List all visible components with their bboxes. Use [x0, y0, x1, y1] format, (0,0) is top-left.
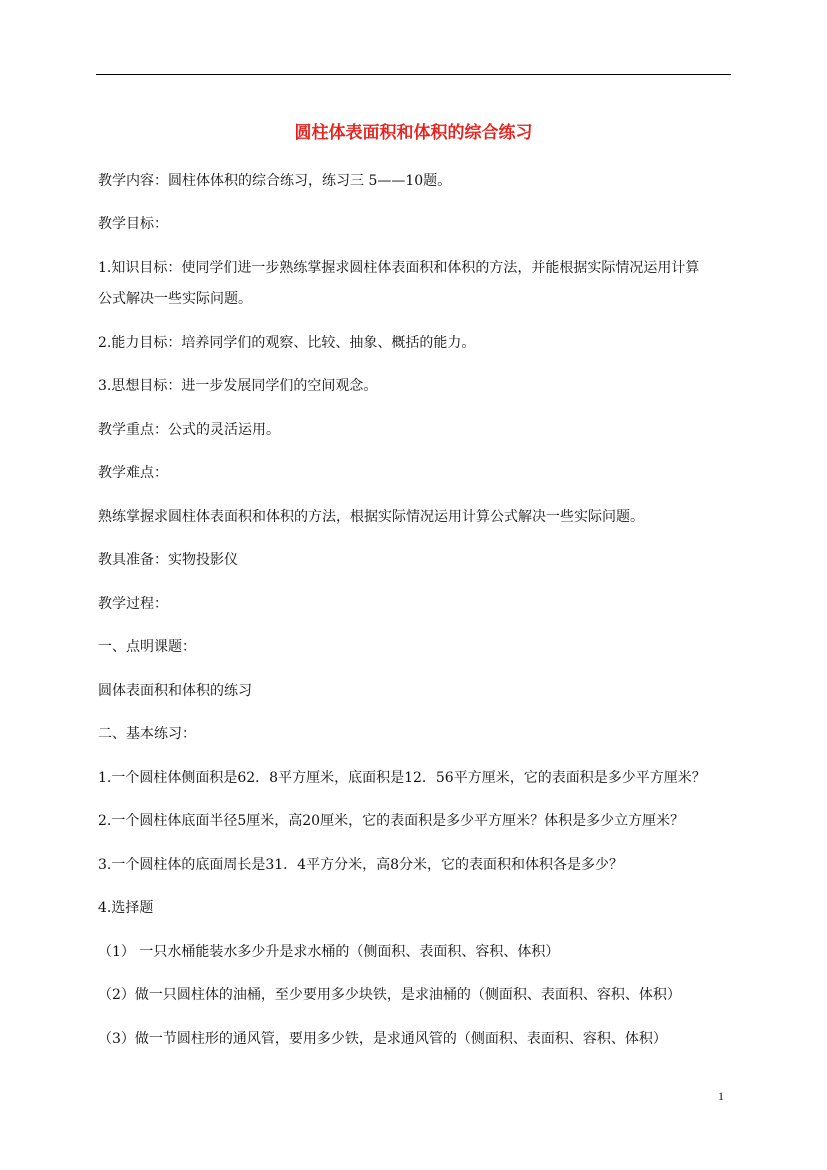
- page-number: 1: [718, 1089, 724, 1103]
- exercise-1: 1.一个圆柱体侧面积是62．8平方厘米，底面积是12．56平方厘米，它的表面积是多少平方厘米？: [98, 770, 706, 786]
- knowledge-goal-line-2: 公式解决一些实际问题。: [98, 291, 252, 307]
- section-one-topic: 圆体表面积和体积的练习: [98, 683, 252, 699]
- teaching-focus: 教学重点：公式的灵活运用。: [98, 422, 280, 438]
- teaching-content: 教学内容：圆柱体体积的综合练习，练习三 5——10题。: [98, 173, 452, 189]
- teaching-difficulty-heading: 教学难点：: [98, 465, 168, 481]
- section-two-heading: 二、基本练习：: [98, 726, 196, 742]
- exercise-3: 3.一个圆柱体的底面周长是31．4平方分米，高8分米，它的表面积和体积各是多少？: [98, 857, 623, 873]
- exercise-2: 2.一个圆柱体底面半径5厘米，高20厘米，它的表面积是多少平方厘米？体积是多少立方厘米？: [98, 813, 685, 829]
- choice-question-1: （1） 一只水桶能装水多少升是求水桶的（侧面积、表面积、容积、体积）: [98, 944, 560, 960]
- document-title: 圆柱体表面积和体积的综合练习: [294, 123, 533, 143]
- teaching-aids: 教具准备：实物投影仪: [98, 552, 238, 568]
- choice-question-3: （3）做一节圆柱形的通风管，要用多少铁，是求通风管的（侧面积、表面积、容积、体积）: [98, 1031, 667, 1047]
- exercise-4-heading: 4.选择题: [98, 900, 154, 916]
- ability-goal: 2.能力目标：培养同学们的观察、比较、抽象、概括的能力。: [98, 335, 476, 351]
- choice-question-2: （2）做一只圆柱体的油桶，至少要用多少块铁，是求油桶的（侧面积、表面积、容积、体积）: [98, 987, 681, 1003]
- section-one-heading: 一、点明课题：: [98, 639, 196, 655]
- knowledge-goal-line-1: 1.知识目标：使同学们进一步熟练掌握求圆柱体表面积和体积的方法，并能根据实际情况运用计算: [98, 260, 700, 276]
- teaching-process-heading: 教学过程：: [98, 596, 168, 612]
- thinking-goal: 3.思想目标：进一步发展同学们的空间观念。: [98, 378, 378, 394]
- teaching-goals-heading: 教学目标：: [98, 216, 168, 232]
- header-rule: [96, 74, 731, 75]
- teaching-difficulty: 熟练掌握求圆柱体表面积和体积的方法，根据实际情况运用计算公式解决一些实际问题。: [98, 509, 644, 525]
